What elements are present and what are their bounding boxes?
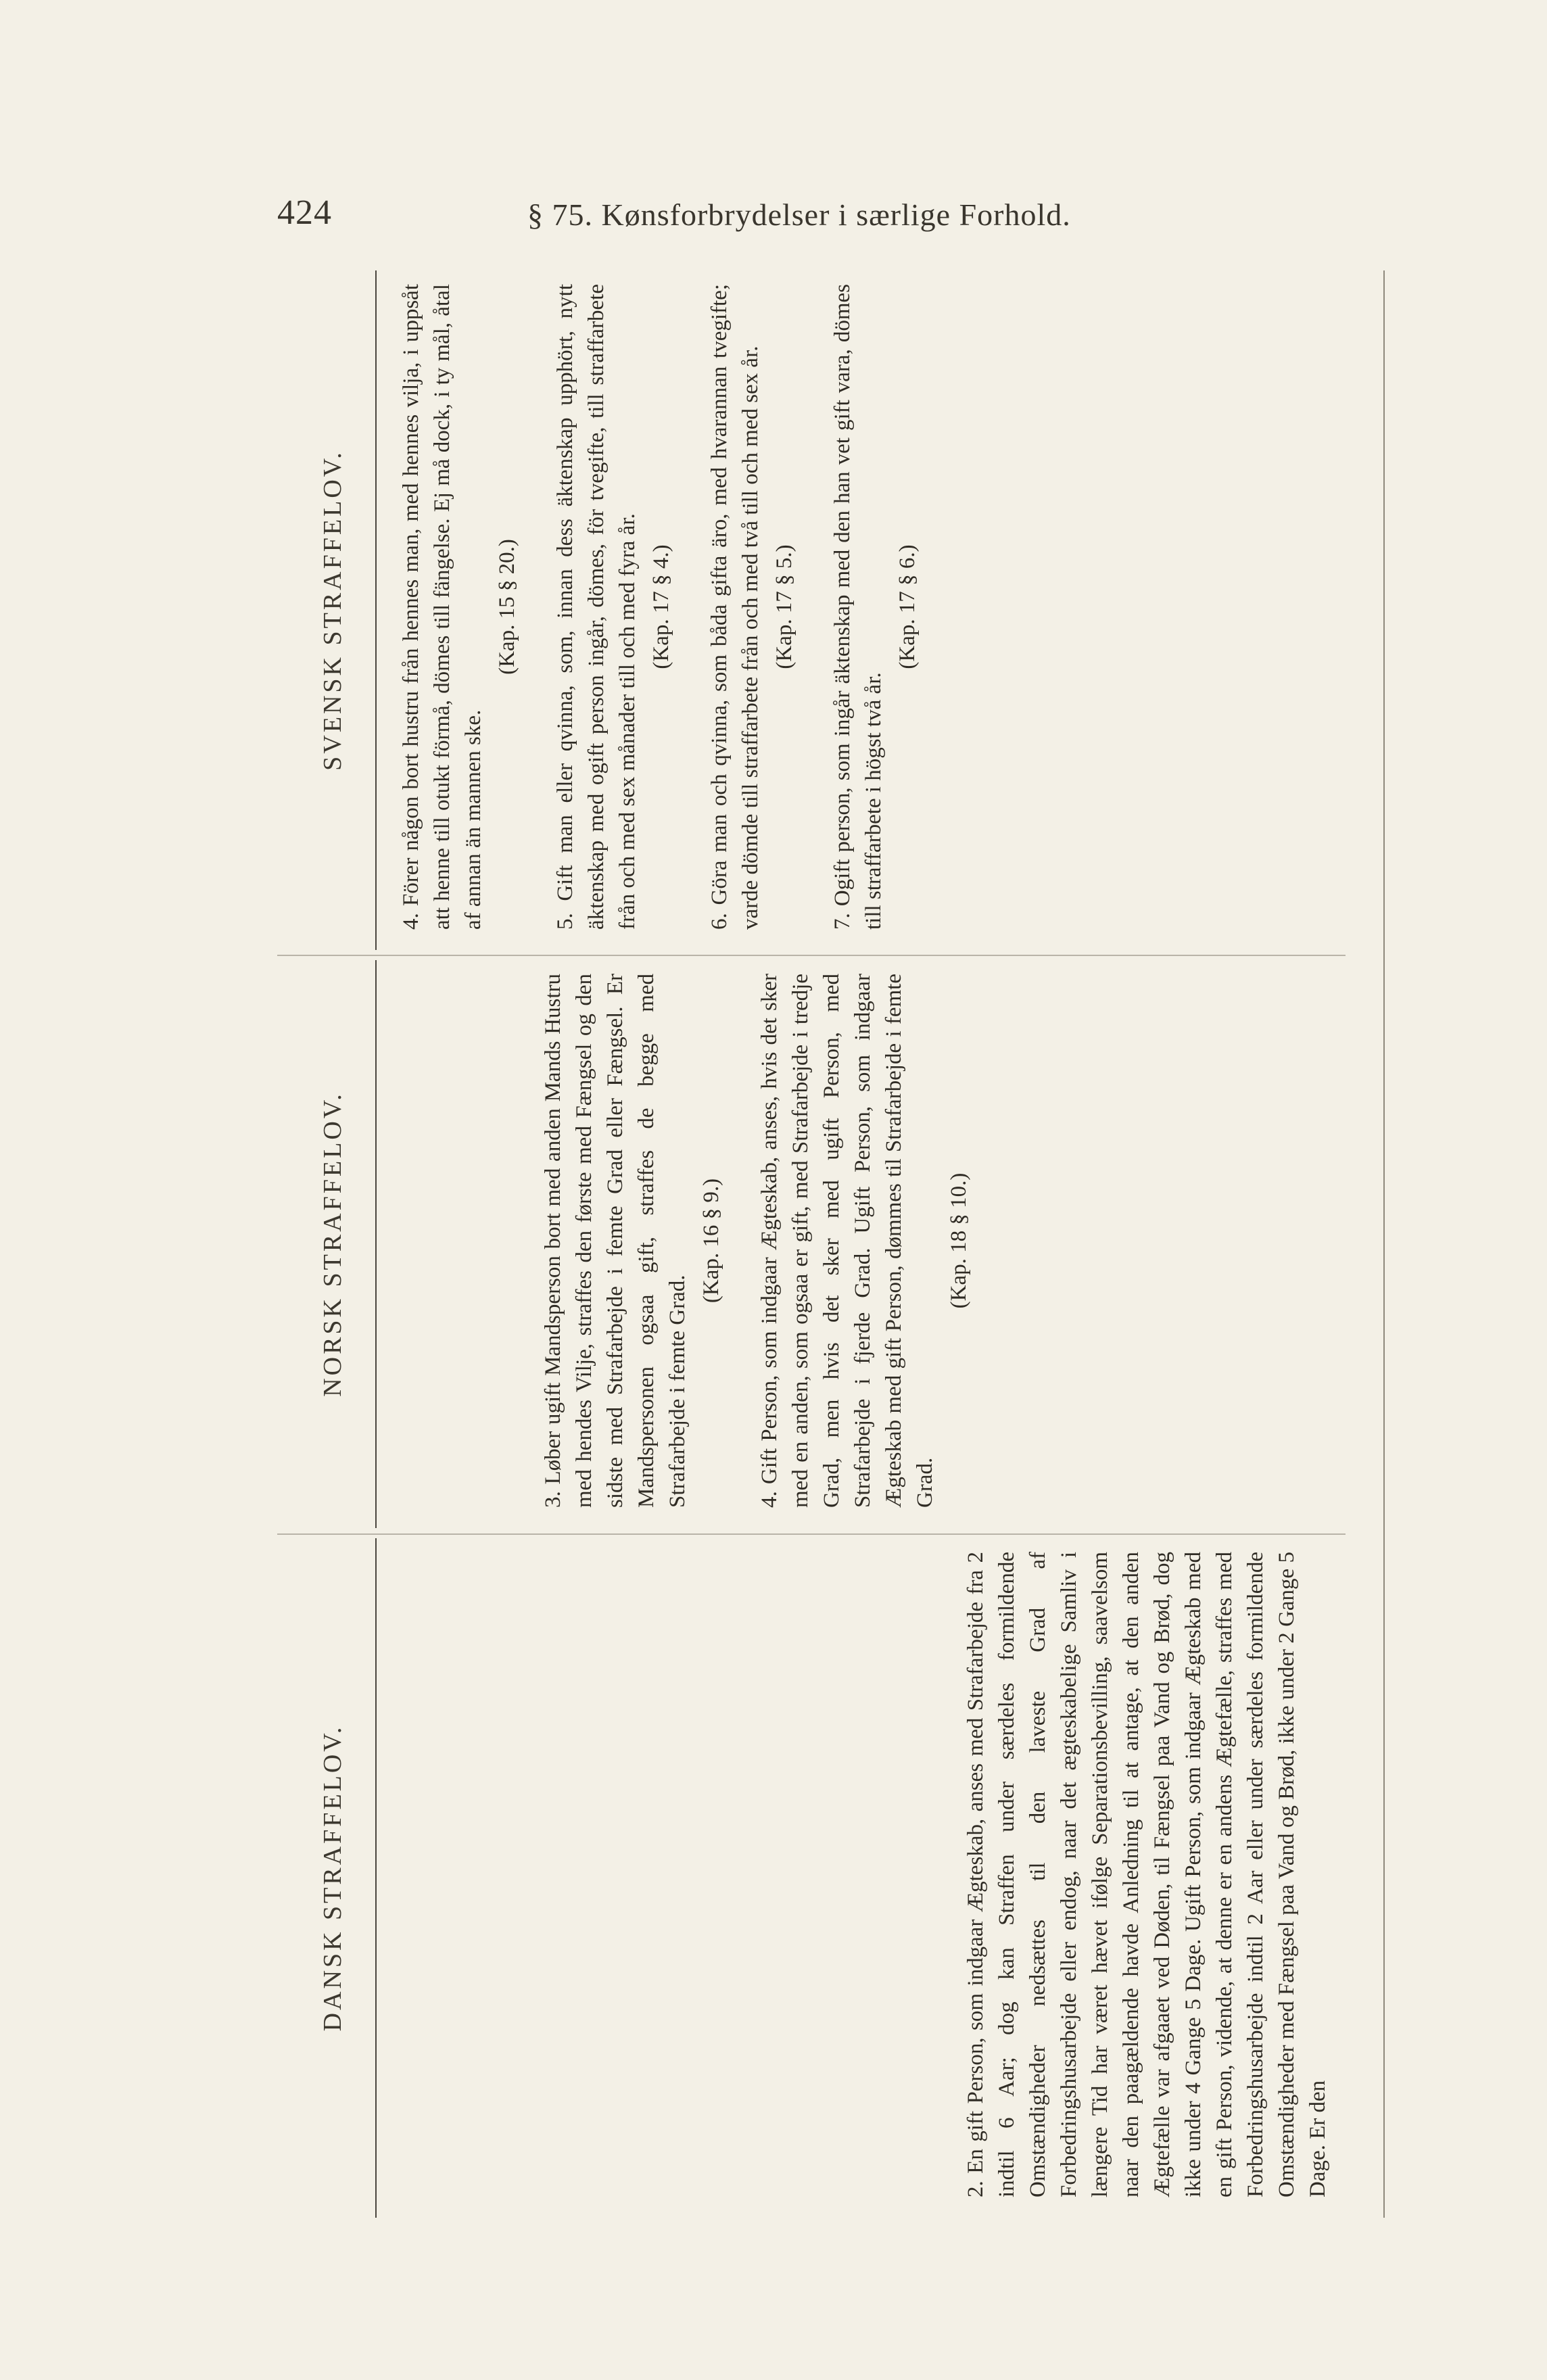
entry-svensk-4 — [396, 284, 523, 930]
entry-text: 3. Løber ugift Mandsperson bort med anden Mands Hustru med hendes Vilje, straffes den første med Fængsel og den sidste med Strafarbejde i femte Grad eller Fængsel. Er Mandspersonen ogsaa gift, straffes de begge med Strafarbejde i femte Grad. — [541, 974, 690, 1508]
column-divider — [277, 955, 1346, 956]
column-header-rule — [375, 1538, 377, 2218]
column-title-dansk: DANSK STRAFFELOV. — [318, 1724, 347, 2032]
entries-svensk — [396, 284, 950, 930]
page-number: 424 — [277, 193, 332, 232]
column-norsk — [277, 960, 1386, 1528]
entry-dansk-2 — [960, 1552, 1333, 2197]
entry-text: 6. Göra man och qvinna, som båda gifta äro, med hvarannan tvegifte; varde dömde till straffarbete från och med två till och med sex år. — [707, 284, 763, 930]
entry-text: 4. Förer någon bort hustru från hennes man, med hennes vilja, i uppsåt att henne till otukt förmå, dömes till fängelse. Ej må dock, i ty mål, åtal af annan än mannen ske. — [399, 284, 485, 930]
law-comparison-table — [277, 270, 1386, 2218]
column-title-svensk: SVENSK STRAFFELOV. — [318, 450, 347, 771]
entry-reference: (Kap. 16 § 9.) — [699, 1178, 723, 1304]
column-title-norsk: NORSK STRAFFELOV. — [318, 1091, 347, 1397]
entry-text: 5. Gift man eller qvinna, som, innan dess äktenskap upphört, nytt äktenskap med ogift person ingår, dömes, för tvegifte, till straffarbete från och med sex månader till och med fyra år. — [553, 284, 640, 930]
column-svensk — [277, 270, 1386, 950]
entry-norsk-3 — [538, 974, 727, 1508]
table-top-rule — [1383, 270, 1385, 2218]
column-dansk — [277, 1538, 1386, 2218]
entry-svensk-7 — [827, 284, 923, 930]
entry-text: 4. Gift Person, som indgaar Ægteskab, anses, hvis det sker med en anden, som ogsaa er gift, med Strafarbejde i tredje Grad, men hvis det sker med ugift Person, med Strafarbejde i fjerde Grad. Ugift Person, som indgaar Ægteskab med gift Person, dømmes til Strafarbejde i femte Grad. — [757, 974, 937, 1508]
entry-reference: (Kap. 18 § 10.) — [947, 1172, 971, 1309]
entries-norsk — [538, 974, 1001, 1508]
entry-svensk-5 — [550, 284, 677, 930]
entry-norsk-4 — [754, 974, 974, 1508]
column-divider — [277, 1533, 1346, 1535]
entry-reference: (Kap. 17 § 5.) — [772, 544, 796, 669]
entry-reference: (Kap. 15 § 20.) — [495, 539, 519, 675]
page-header — [277, 193, 1156, 240]
column-header-rule — [375, 960, 377, 1528]
column-header-rule — [375, 270, 377, 950]
entry-svensk-6 — [704, 284, 800, 930]
running-title: § 75. Kønsforbrydelser i særlige Forhold. — [527, 197, 1071, 232]
entry-reference: (Kap. 17 § 6.) — [895, 544, 920, 669]
entry-text: 7. Ogift person, som ingår äktenskap med den han vet gift vara, dömes till straffarbete i högst två år. — [830, 284, 886, 930]
entries-dansk — [960, 1552, 1360, 2197]
entry-reference: (Kap. 17 § 4.) — [649, 544, 673, 669]
rotated-table-body — [277, 270, 1386, 2218]
entry-text: 2. En gift Person, som indgaar Ægteskab, anses med Strafarbejde fra 2 indtil 6 Aar; dog kan Straffen under særdeles formildende Omstændigheder nedsættes til den laveste Grad af Forbedringshusarbejde eller endog, naar det ægteskabelige Samliv i længere Tid har været hævet ifølge Separationsbevilling, saavelsom naar den paagældende havde Anledning til at antage, at den anden Ægtefælle var afgaaet ved Døden, til Fængsel paa Vand og Brød, dog ikke under 4 Gange 5 Dage. Ugift Person, som indgaar Ægteskab med en gift Person, vidende, at denne er en andens Ægtefælle, straffes med Forbedringshusarbejde indtil 2 Aar eller under særdeles formildende Omstændigheder med Fængsel paa Vand og Brød, ikke under 2 Gange 5 Dage. Er den — [963, 1552, 1330, 2197]
